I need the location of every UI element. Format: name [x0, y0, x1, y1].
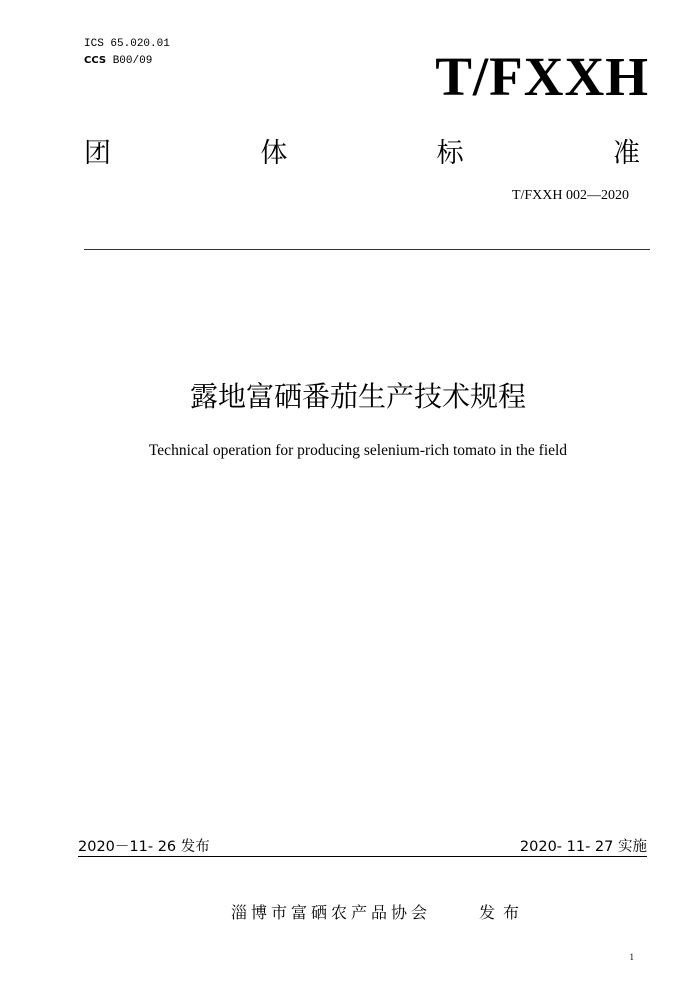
page-number: 1 — [629, 952, 634, 962]
category-char-4: 准 — [612, 138, 640, 169]
ccs-classification — [84, 54, 152, 68]
ics-classification — [84, 37, 170, 51]
ics-value: 65.020.01 — [110, 38, 170, 50]
document-title-zh: 露地富硒番茄生产技术规程 — [189, 380, 526, 413]
footer-divider — [78, 856, 647, 857]
implementation-date: 2020- 11- 27 实施 — [519, 839, 647, 855]
ccs-label: CCS — [84, 55, 107, 66]
header-divider — [84, 249, 650, 250]
document-title-en: Technical operation for producing selenium-rich tomato in the field — [148, 442, 568, 459]
category-char-3: 标 — [436, 138, 464, 169]
standard-number: T/FXXH 002—2020 — [511, 188, 629, 203]
standard-category-title — [84, 136, 640, 172]
category-char-2: 体 — [260, 138, 288, 169]
ccs-value: B00/09 — [112, 55, 153, 67]
release-date: 2020－11- 26 发布 — [78, 839, 210, 855]
issuing-organization: 淄博市富硒农产品协会 — [231, 903, 432, 922]
publish-label: 发布 — [479, 903, 528, 922]
category-char-1: 团 — [84, 138, 111, 169]
ics-label: ICS — [84, 38, 104, 50]
standard-code-logo: T/FXXH — [435, 46, 649, 107]
